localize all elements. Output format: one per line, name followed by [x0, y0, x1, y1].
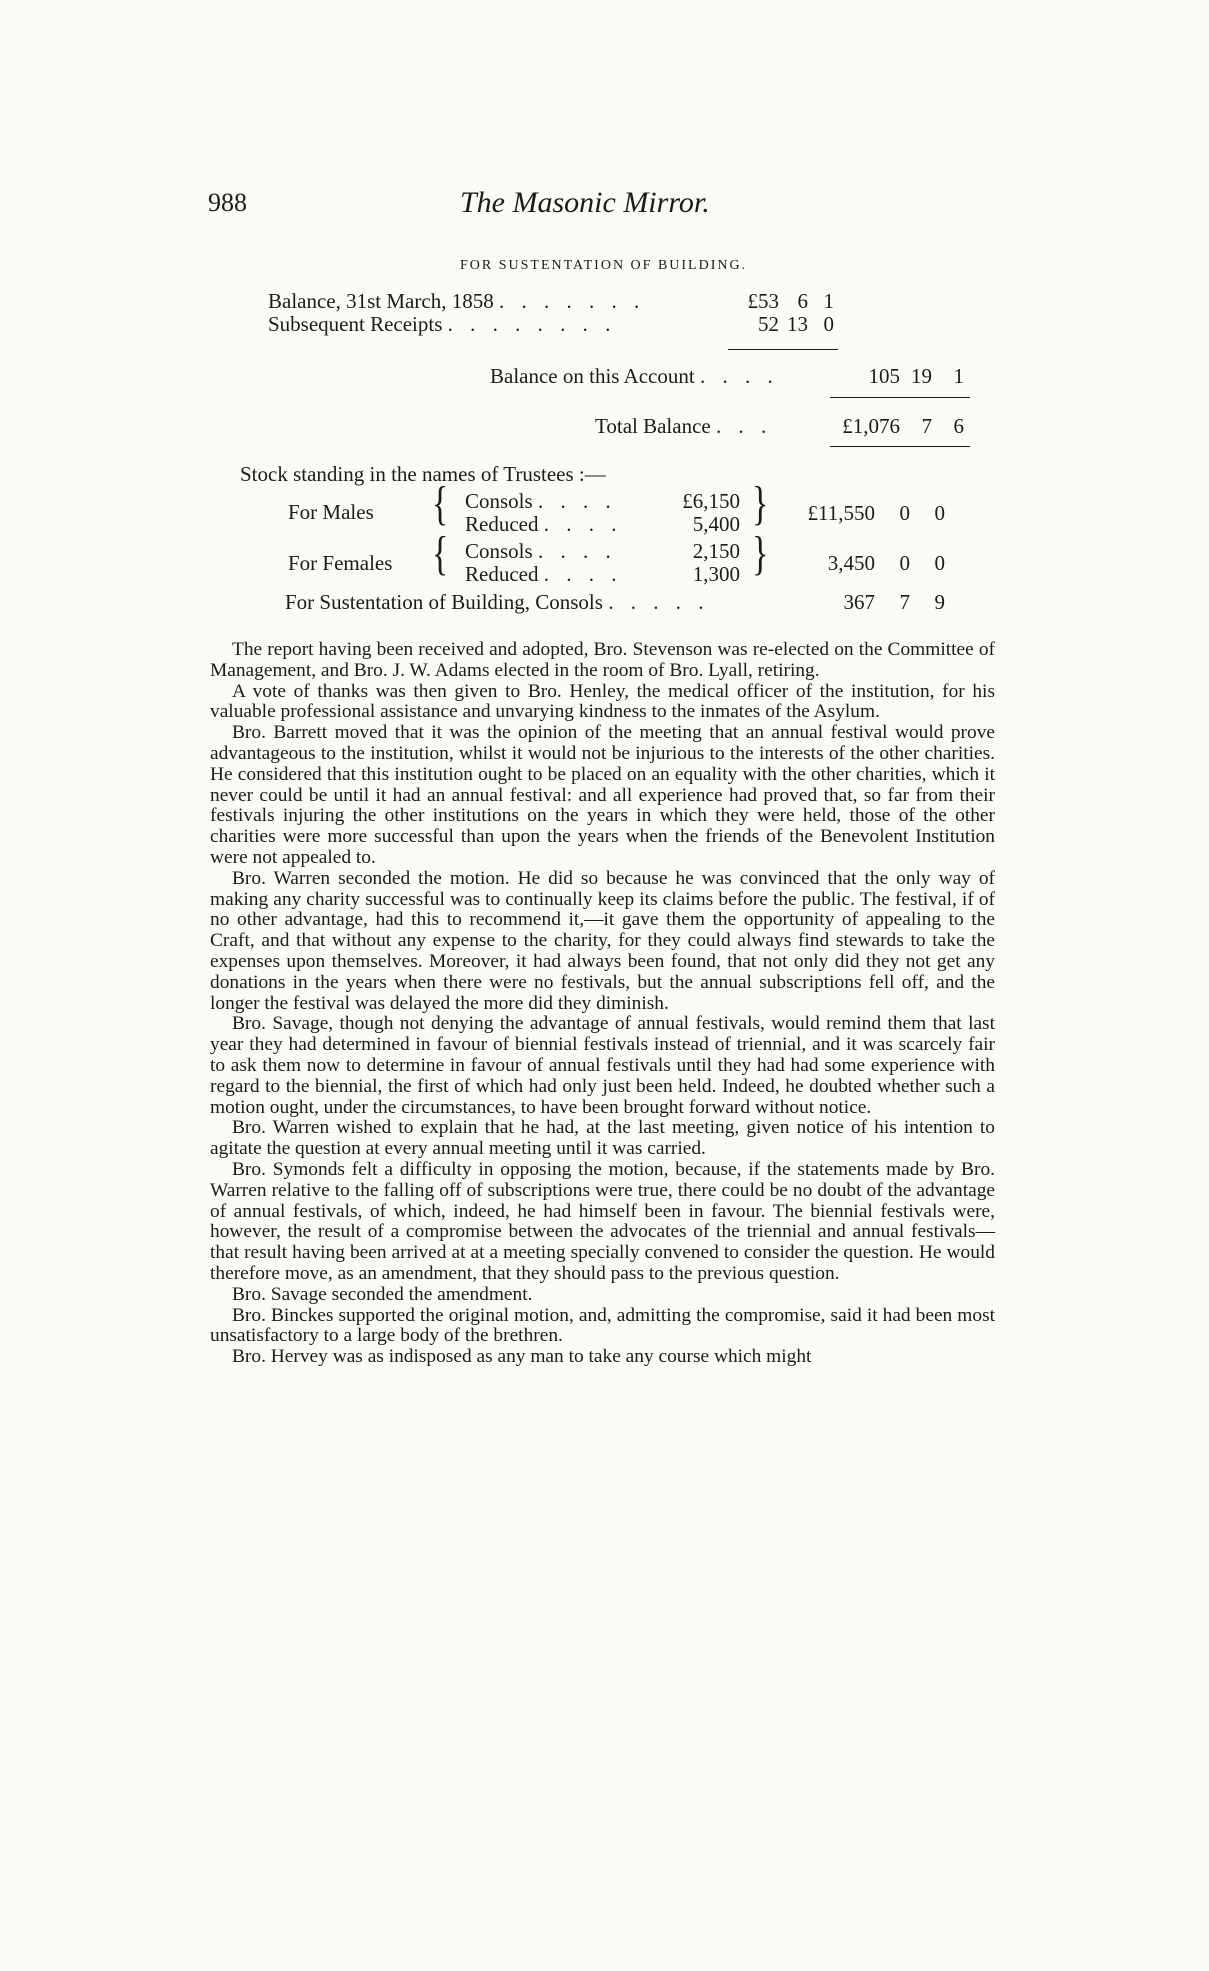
stock-males-shillings: 0 [899, 501, 910, 525]
stock-females-pence: 0 [934, 551, 945, 575]
leader-dots: . . . . . . . . [447, 312, 617, 336]
leader-dots: . . . . [537, 539, 617, 563]
paragraph: Bro. Warren seconded the motion. He did so because he was convinced that the only way of making any charity successful was to continually keep its claims before the public. The festival, if of no other advantage, had this to recommend it,—it gave them the opportunity of appealing to the Craft, and that without any expense to the charity, for they could always find stewards to take the expenses upon themselves. Moreover, it had always been found, that not only did they not get any donations in the years when there were no festivals, but the annual subscriptions fell off, and the longer the festival was delayed the more did they diminish. [210, 867, 995, 1014]
stock-males-reduced-value: 5,400 [692, 512, 740, 536]
leader-dots: . . . . . . . [498, 289, 646, 313]
total-balance-row [595, 414, 772, 439]
paragraph: Bro. Barrett moved that it was the opinion of the meeting that an annual festival would prove advantageous to the institution, whilst it would not be injurious to the interests of the other charities. He considered that this institution ought to be placed on an equality with the other charities, which it never could be until it had an annual festival: and all experience had proved that, so far from their festivals injuring the other institutions on the years in which they were held, those of the other charities were more successful than upon the years when the friends of the Benevolent Institution were not appealed to. [210, 722, 995, 868]
building-row-1-shillings: 6 [797, 289, 808, 313]
leader-dots: . . . . . [608, 590, 710, 614]
stock-females-consols [465, 539, 617, 564]
stock-males-pence: 0 [934, 501, 945, 525]
total-balance-pence: 6 [953, 414, 964, 438]
account-balance-row [490, 364, 779, 389]
stock-males-consols-value: £6,150 [682, 489, 740, 513]
stock-males-label: For Males [288, 500, 374, 524]
stock-females-shillings: 0 [899, 551, 910, 575]
building-row-2 [268, 312, 616, 337]
reduced-label: Reduced [465, 512, 539, 536]
paragraph: The report having been received and adopted, Bro. Stevenson was re-elected on the Committee of Management, and Bro. J. W. Adams elected in the room of Bro. Lyall, retiring. [210, 639, 995, 681]
stock-building-pence: 9 [934, 590, 945, 614]
account-balance-pence: 1 [953, 364, 964, 388]
account-balance-label: Balance on this Account [490, 364, 695, 388]
sum-rule [728, 349, 838, 350]
paragraph: Bro. Savage seconded the amendment. [232, 1283, 533, 1305]
stock-males-consols [465, 489, 617, 514]
account-balance-pounds: 105 [868, 364, 900, 388]
stock-building-shillings: 7 [899, 590, 910, 614]
reduced-label: Reduced [465, 562, 539, 586]
paragraph: Bro. Warren wished to explain that he had, at the last meeting, given notice of his intention to agitate the question at every annual meeting until it was carried. [210, 1117, 995, 1160]
leader-dots: . . . . [543, 562, 623, 586]
building-row-1-label: Balance, 31st March, 1858 [268, 289, 494, 313]
building-row-2-pence: 0 [823, 312, 834, 336]
stock-females-reduced-value: 1,300 [692, 562, 740, 586]
building-row-2-shillings: 13 [787, 312, 808, 336]
paragraph: Bro. Savage, though not denying the advantage of annual festivals, would remind them that last year they had determined in favour of biennial festivals instead of triennial, and it was scarcely fair to ask them now to determine in favour of annual festivals until they had had some experience with regard to the biennial, the first of which had only just been held. Indeed, he doubted whether such a motion ought, under the circumstances, to have been brought forward without notice. [210, 1013, 995, 1118]
stock-males-reduced [465, 512, 622, 537]
account-balance-shillings: 19 [911, 364, 932, 388]
stock-building-row [285, 590, 709, 615]
consols-label: Consols [465, 539, 533, 563]
leader-dots: . . . . [543, 512, 623, 536]
left-brace: { [432, 528, 449, 581]
stock-building-label: For Sustentation of Building, Consols [285, 590, 603, 614]
total-balance-pounds: £1,076 [842, 414, 900, 438]
building-row-1-pounds: £53 [747, 289, 779, 313]
stock-females-label: For Females [288, 551, 393, 575]
total-balance-shillings: 7 [921, 414, 932, 438]
total-balance-label: Total Balance [595, 414, 711, 438]
right-brace: } [752, 528, 769, 581]
right-brace: } [752, 478, 769, 531]
building-row-2-pounds: 52 [758, 312, 779, 336]
leader-dots: . . . . [699, 364, 779, 388]
building-row-2-label: Subsequent Receipts [268, 312, 443, 336]
page-number: 988 [208, 188, 247, 217]
consols-label: Consols [465, 489, 533, 513]
paragraph: Bro. Symonds felt a difficulty in opposing the motion, because, if the statements made by Bro. Warren relative to the falling off of subscriptions were true, there could be no doubt of the advantage of annual festivals, of which, indeed, he had himself been in favour. The biennial festivals were, however, the result of a compromise between the advocates of the triennial and annual festivals—that result having been arrived at at a meeting specially convened to consider the question. He would therefore move, as an amendment, that they should pass to the previous question. [210, 1158, 995, 1284]
total-rule-top [830, 397, 970, 398]
building-row-1 [268, 289, 645, 314]
stock-females-pounds: 3,450 [827, 551, 875, 575]
stock-females-consols-value: 2,150 [692, 539, 740, 563]
paragraph: Bro. Hervey was as indisposed as any man to take any course which might [232, 1346, 812, 1368]
running-title: The Masonic Mirror. [460, 186, 710, 219]
building-heading: FOR SUSTENTATION OF BUILDING. [460, 258, 748, 273]
stock-males-pounds: £11,550 [807, 501, 875, 525]
building-row-1-pence: 1 [823, 289, 834, 313]
paragraph: A vote of thanks was then given to Bro. Henley, the medical officer of the institution, for his valuable professional assistance and unvarying kindness to the inmates of the Asylum. [210, 680, 995, 723]
total-rule-bottom [830, 446, 970, 447]
left-brace: { [432, 478, 449, 531]
leader-dots: . . . . [537, 489, 617, 513]
stock-females-reduced [465, 562, 622, 587]
leader-dots: . . . [715, 414, 773, 438]
paragraph: Bro. Binckes supported the original motion, and, admitting the compromise, said it had been most unsatisfactory to a large body of the brethren. [210, 1304, 995, 1347]
stock-building-pounds: 367 [843, 590, 875, 614]
stock-heading: Stock standing in the names of Trustees :— [240, 462, 606, 486]
article-body [210, 640, 995, 1368]
